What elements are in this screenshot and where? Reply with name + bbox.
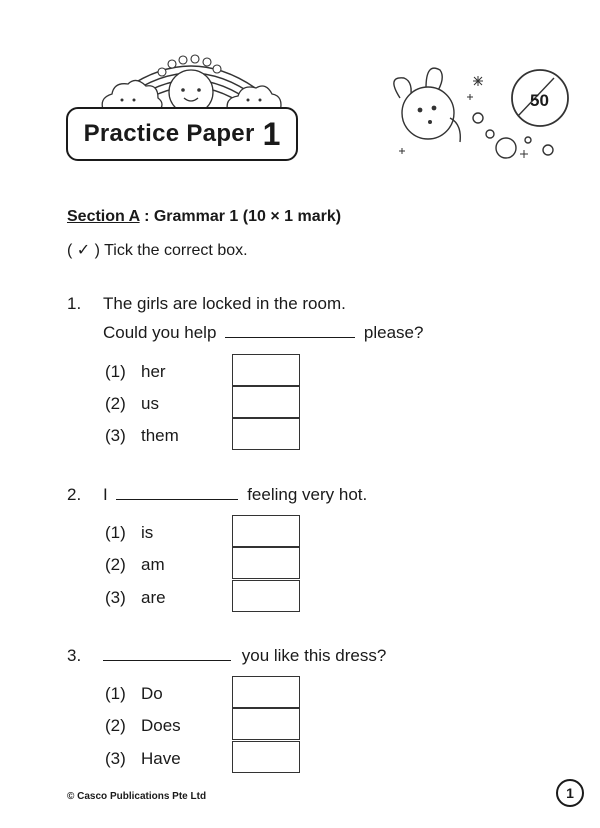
- question-3-option-1: (1) Do: [105, 684, 163, 703]
- question-1-option-1-checkbox[interactable]: [232, 354, 300, 386]
- copyright-text: © Casco Publications Pte Ltd: [67, 791, 207, 802]
- question-3-blank: [103, 659, 231, 661]
- bunny-bubbles-illustration: [378, 58, 578, 168]
- question-1-before: Could you help: [103, 323, 217, 342]
- instruction-text: ( ✓ ) Tick the correct box.: [67, 242, 248, 259]
- question-1-option-2: (2) us: [105, 394, 159, 413]
- paper-number: 1: [262, 115, 281, 152]
- question-3-line: [103, 646, 386, 666]
- question-2-option-2: (2) am: [105, 555, 165, 574]
- question-1-line2: [103, 323, 423, 343]
- question-2-after: feeling very hot.: [247, 485, 368, 504]
- page-title: Practice Paper: [83, 120, 255, 147]
- question-2-before: I: [103, 485, 108, 504]
- section-heading: [67, 208, 341, 226]
- question-2-line: [103, 485, 367, 505]
- question-1-number: 1.: [67, 294, 82, 313]
- page-number: 1: [556, 779, 584, 807]
- question-2-number: 2.: [67, 485, 82, 504]
- title-box: [66, 107, 298, 161]
- question-3-option-3-checkbox[interactable]: [232, 741, 300, 773]
- question-3-number: 3.: [67, 646, 82, 665]
- question-1-option-3: (3) them: [105, 426, 179, 445]
- question-1-blank: [225, 336, 355, 338]
- question-2-option-3: (3) are: [105, 588, 166, 607]
- question-2-option-1: (1) is: [105, 523, 154, 542]
- question-1-option-3-checkbox[interactable]: [232, 418, 300, 450]
- question-3-option-2-checkbox[interactable]: [232, 708, 300, 740]
- section-label: Section A: [67, 208, 140, 225]
- question-2-option-1-checkbox[interactable]: [232, 515, 300, 547]
- score-total: 50: [530, 91, 549, 110]
- question-1-line1: The girls are locked in the room.: [103, 294, 346, 313]
- section-title: : Grammar 1 (10 × 1 mark): [144, 208, 342, 225]
- question-1-option-2-checkbox[interactable]: [232, 386, 300, 418]
- question-1-after: please?: [363, 323, 424, 342]
- question-2-blank: [116, 498, 238, 500]
- question-1-option-1: (1) her: [105, 362, 166, 381]
- rainbow-illustration: [66, 36, 316, 116]
- question-3-option-2: (2) Does: [105, 716, 181, 735]
- question-2-option-3-checkbox[interactable]: [232, 580, 300, 612]
- question-3-after: you like this dress?: [241, 646, 387, 665]
- question-3-option-3: (3) Have: [105, 749, 181, 768]
- question-3-option-1-checkbox[interactable]: [232, 676, 300, 708]
- question-2-option-2-checkbox[interactable]: [232, 547, 300, 579]
